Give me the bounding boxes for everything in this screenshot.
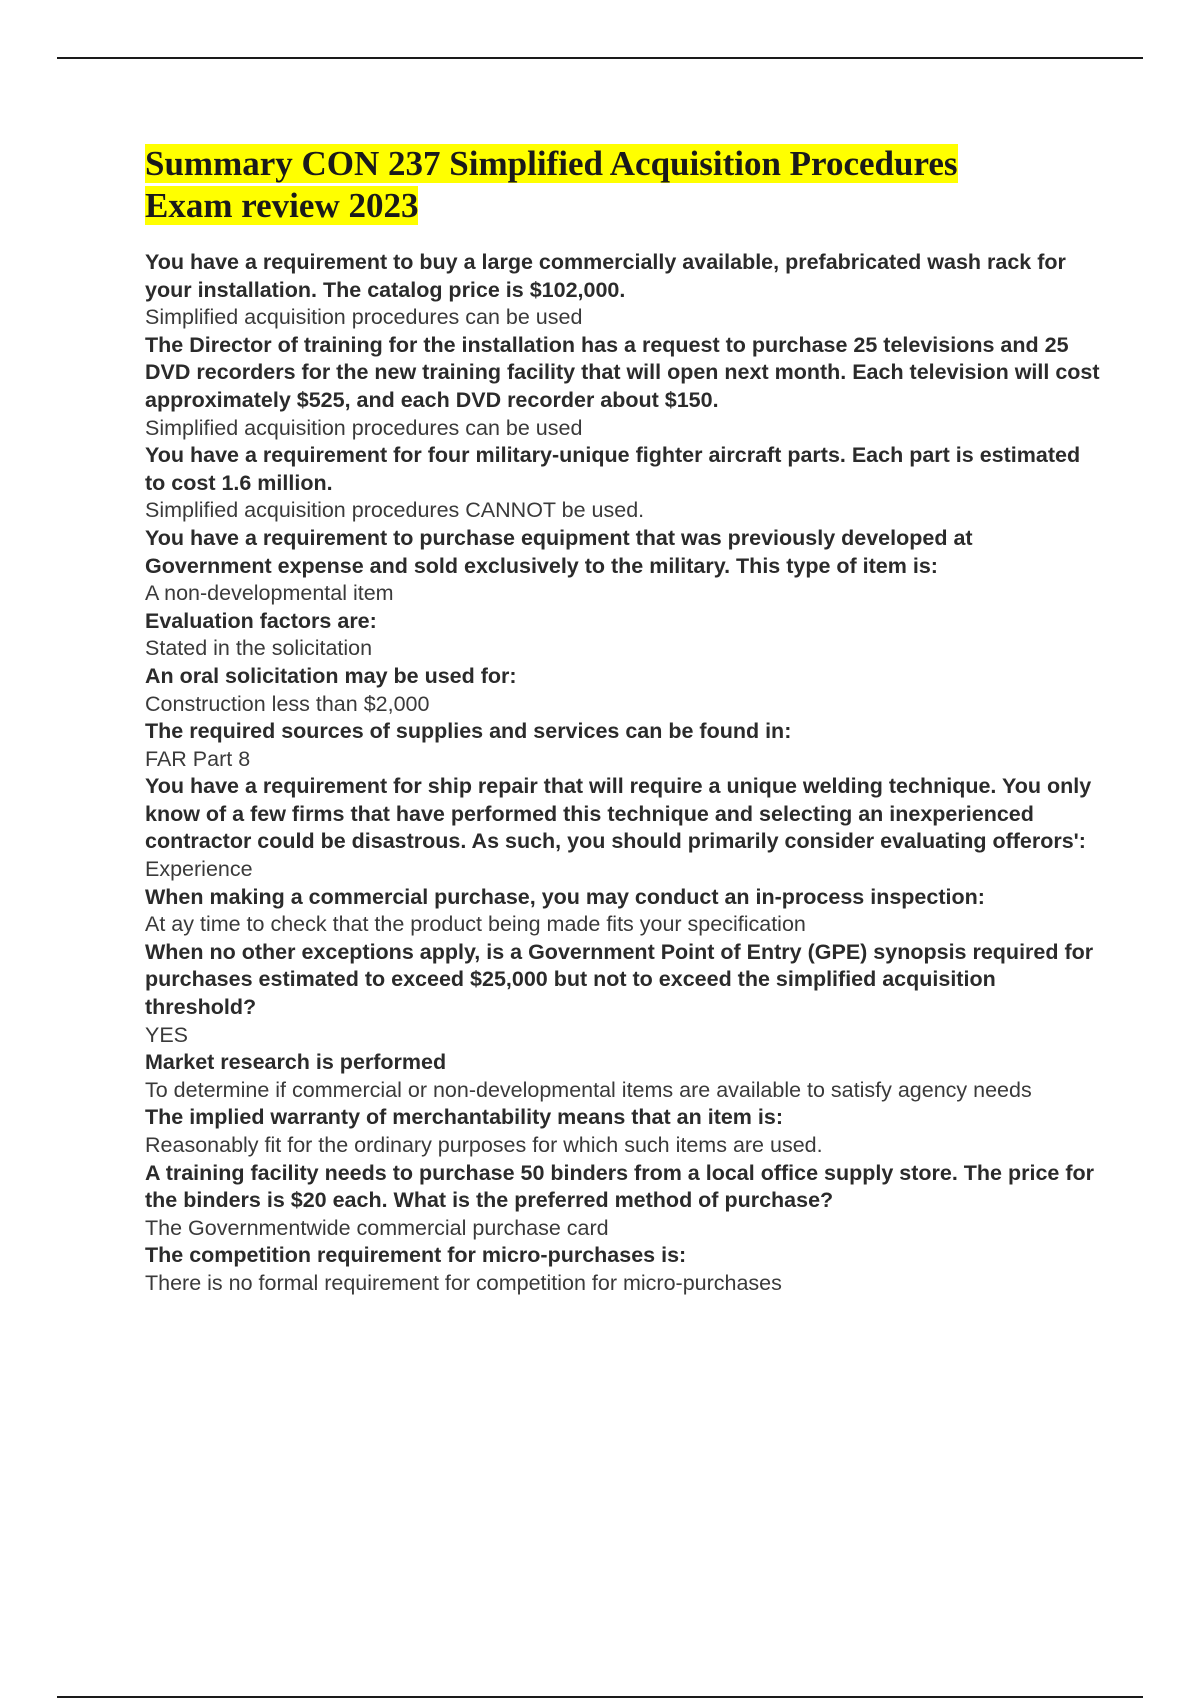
answer-text: FAR Part 8 (145, 746, 251, 771)
qa-item (145, 608, 1105, 663)
question-text: You have a requirement to purchase equipment that was previously developed at Government expense and sold exclusively to the military. This type of item is: (145, 525, 973, 578)
question-text: When making a commercial purchase, you may conduct an in-process inspection: (145, 884, 985, 909)
answer-text: Reasonably fit for the ordinary purposes for which such items are used. (145, 1133, 823, 1157)
document-body (145, 143, 1105, 1298)
question-text: Market research is performed (145, 1050, 447, 1075)
qa-item (145, 884, 1105, 939)
question-text: When no other exceptions apply, is a Government Point of Entry (GPE) synopsis required for purchases estimated to exceed $25,000 but not to exceed the simplified acquisition threshold? (145, 939, 1094, 1020)
qa-item (145, 332, 1105, 442)
question-text: You have a requirement for four military-unique fighter aircraft parts. Each part is estimated to cost 1.6 million. (145, 443, 1081, 495)
answer-text: There is no formal requirement for competition for micro-purchases (145, 1270, 782, 1295)
qa-item (145, 1160, 1105, 1243)
question-text: The Director of training for the installation has a request to purchase 25 televisions and 25 DVD recorders for the new training facility that will open next month. Each television will cost approximately $525, and each DVD recorder about $150. (145, 332, 1100, 412)
question-text: Evaluation factors are: (145, 608, 377, 633)
question-text: The competition requirement for micro-purchases is: (145, 1243, 687, 1268)
qa-item (145, 1049, 1105, 1104)
qa-item (145, 663, 1105, 718)
answer-text: Construction less than $2,000 (145, 691, 430, 716)
answer-text: The Governmentwide commercial purchase card (145, 1215, 609, 1240)
answer-text: Simplified acquisition procedures can be used (145, 415, 583, 440)
answer-text: Simplified acquisition procedures CANNOT be used. (145, 498, 645, 523)
answer-text: Experience (145, 857, 253, 882)
question-text: A training facility needs to purchase 50 binders from a local office supply store. The price for the binders is $20 each. What is the preferred method of purchase? (145, 1160, 1095, 1213)
answer-text: Simplified acquisition procedures can be used (145, 305, 583, 330)
answer-text: YES (145, 1022, 189, 1047)
answer-text: At ay time to check that the product being made fits your specification (145, 912, 806, 937)
title-line-2: Exam review 2023 (145, 186, 419, 225)
question-text: You have a requirement to buy a large commercially available, prefabricated wash rack for your installation. The catalog price is $102,000. (145, 250, 1066, 302)
qa-item (145, 718, 1105, 773)
document-title (145, 143, 1105, 227)
question-text: You have a requirement for ship repair that will require a unique welding technique. You only know of a few firms that have performed this technique and selecting an inexperienced contractor could be disastrous. As such, you should primarily consider evaluating offerors': (145, 774, 1092, 854)
answer-text: A non-developmental item (145, 581, 394, 606)
bottom-rule (57, 1696, 1143, 1698)
qa-item (145, 939, 1105, 1049)
answer-text: To determine if commercial or non-developmental items are available to satisfy agency needs (145, 1077, 1032, 1102)
qa-item (145, 442, 1105, 525)
question-text: An oral solicitation may be used for: (145, 663, 517, 688)
qa-item (145, 1104, 1105, 1159)
title-line-1: Summary CON 237 Simplified Acquisition Procedures (145, 144, 958, 183)
answer-text: Stated in the solicitation (145, 636, 373, 661)
question-text: The implied warranty of merchantability means that an item is: (145, 1105, 783, 1130)
qa-item (145, 525, 1105, 608)
qa-item (145, 249, 1105, 332)
question-text: The required sources of supplies and services can be found in: (145, 719, 792, 744)
top-rule (57, 57, 1143, 59)
qa-list (145, 249, 1105, 1298)
qa-item (145, 773, 1105, 883)
qa-item (145, 1242, 1105, 1297)
